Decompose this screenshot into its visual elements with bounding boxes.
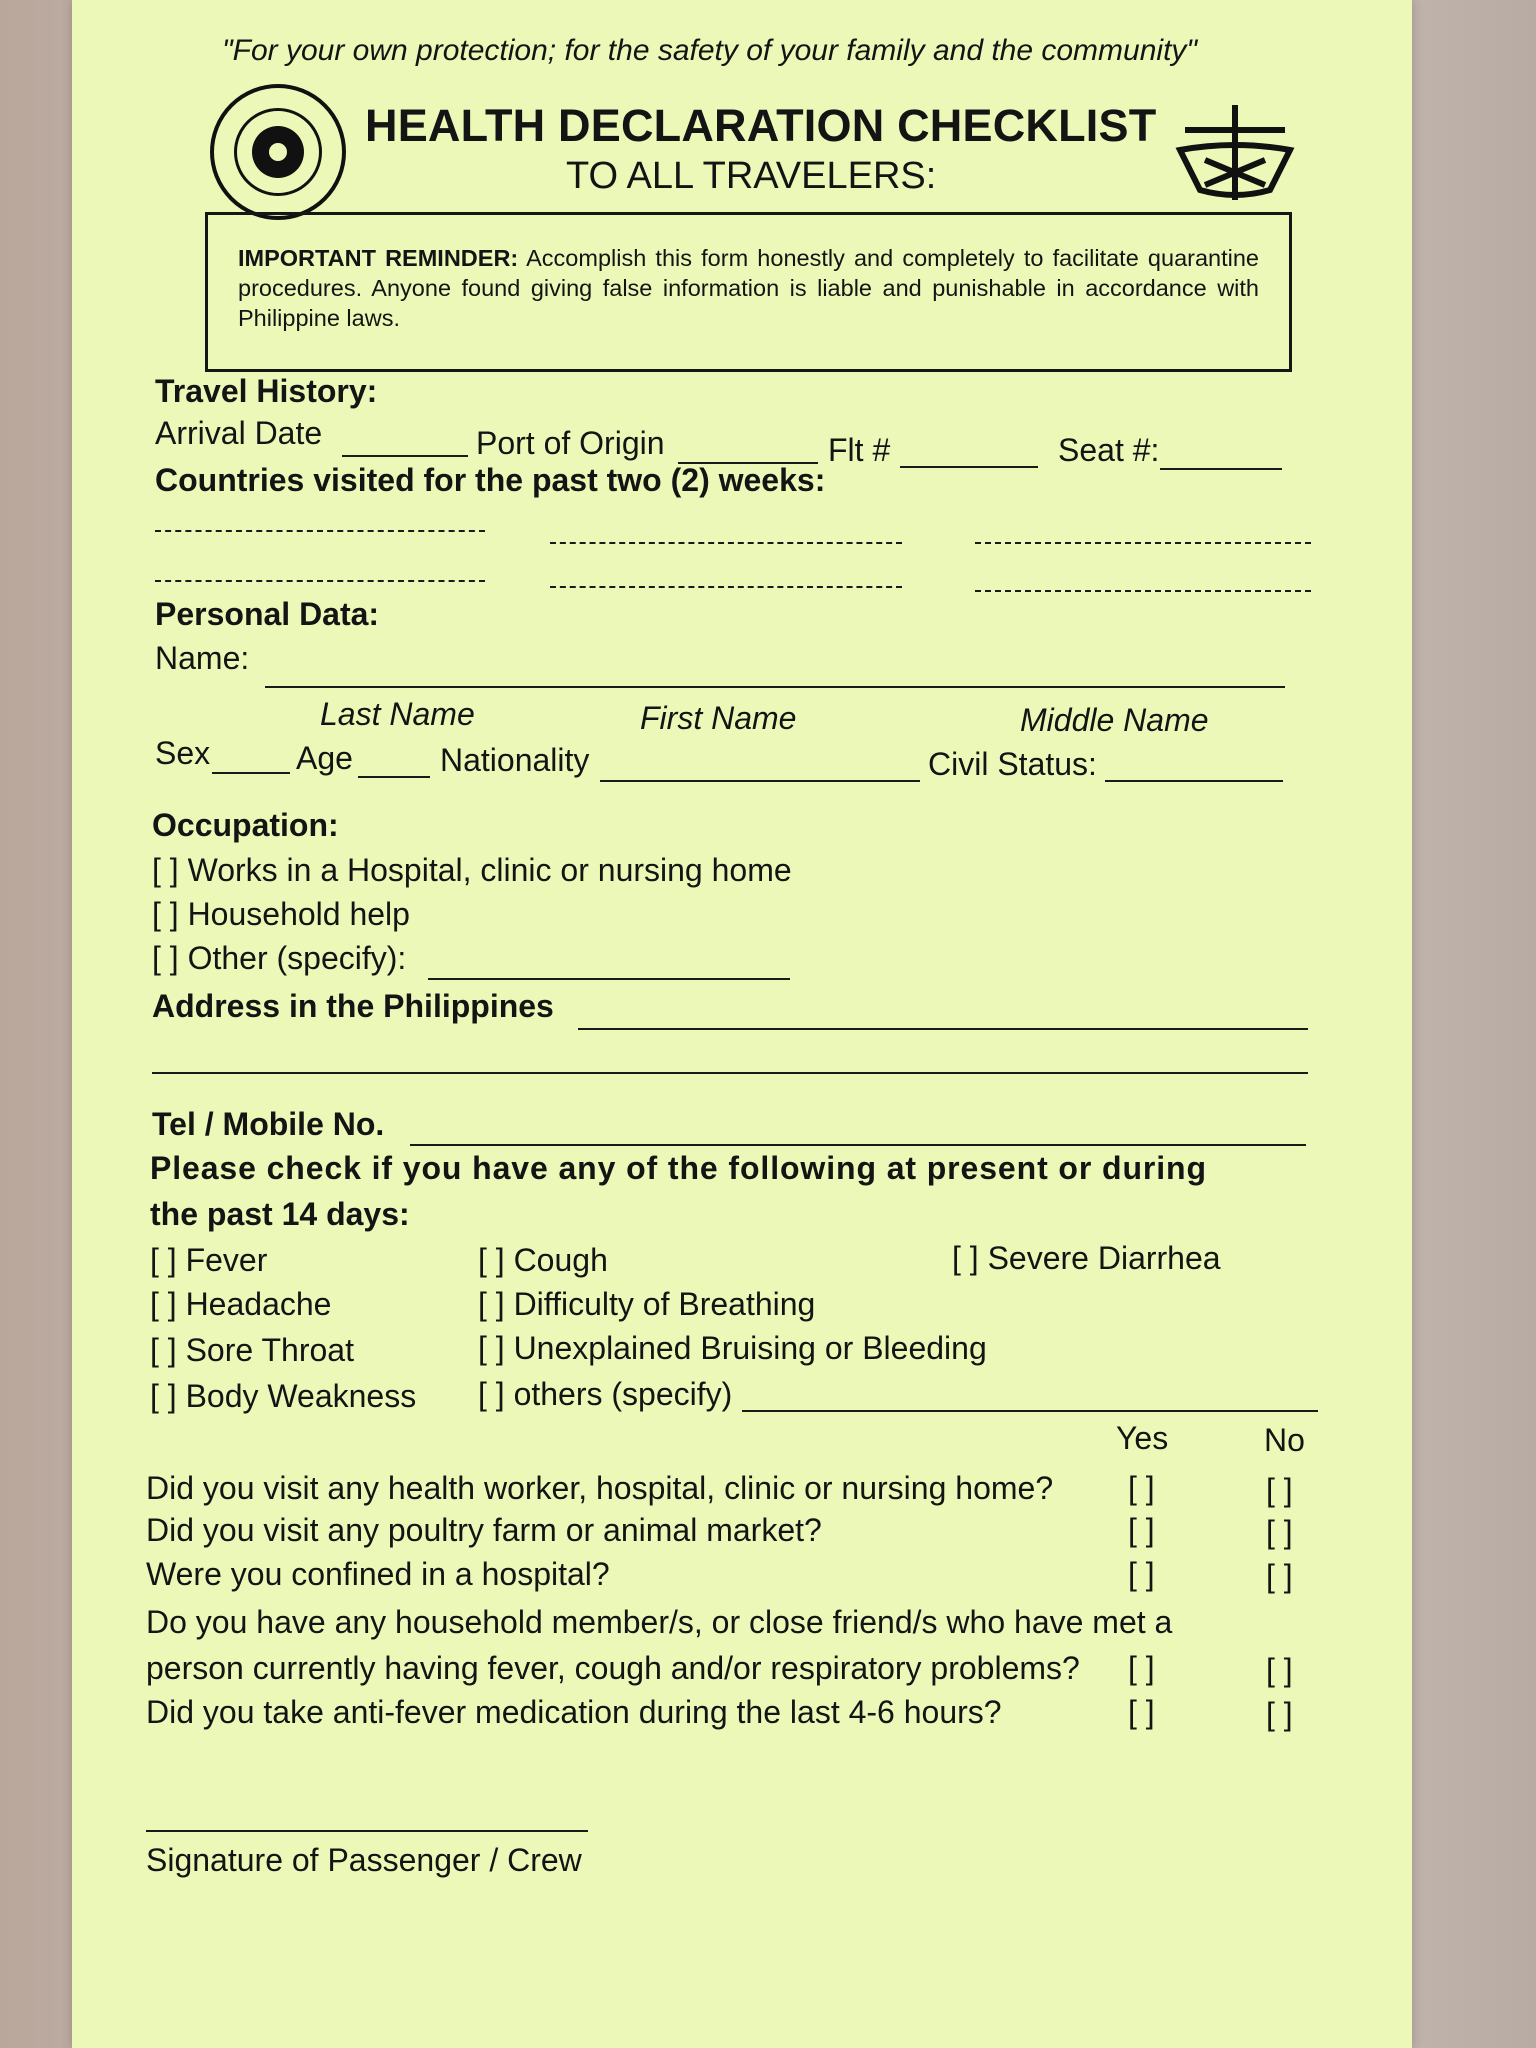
occupation-option[interactable]: [ ] Household help xyxy=(152,896,410,932)
age-field[interactable] xyxy=(358,776,430,778)
arrival-date-label: Arrival Date xyxy=(155,415,323,451)
travel-history-heading: Travel History: xyxy=(155,373,378,409)
occupation-option[interactable]: [ ] Other (specify): xyxy=(152,940,407,976)
address-label: Address in the Philippines xyxy=(152,988,554,1024)
question-text: person currently having fever, cough and/or respiratory problems? xyxy=(146,1650,1080,1686)
country-field-2[interactable] xyxy=(550,542,902,544)
countries-visited-heading: Countries visited for the past two (2) weeks: xyxy=(155,462,826,498)
signature-label: Signature of Passenger / Crew xyxy=(146,1842,582,1878)
important-reminder-box xyxy=(205,212,1292,372)
symptom-other-field[interactable] xyxy=(742,1410,1318,1412)
country-field-6[interactable] xyxy=(975,590,1311,592)
occupation-other-field[interactable] xyxy=(428,978,790,980)
symptom-checkbox[interactable]: [ ] Body Weakness xyxy=(150,1378,417,1414)
seal-logo xyxy=(210,84,346,220)
country-field-1[interactable] xyxy=(155,530,485,532)
name-label: Name: xyxy=(155,640,250,676)
phone-label: Tel / Mobile No. xyxy=(152,1106,385,1142)
no-checkbox[interactable]: [ ] xyxy=(1266,1514,1293,1550)
address-field-1[interactable] xyxy=(578,1028,1308,1030)
arrival-date-field[interactable] xyxy=(342,455,468,457)
symptom-checkbox[interactable]: [ ] Difficulty of Breathing xyxy=(478,1286,816,1322)
personal-data-heading: Personal Data: xyxy=(155,596,380,632)
form-title: HEALTH DECLARATION CHECKLIST xyxy=(365,100,1157,151)
reminder-label: IMPORTANT REMINDER: xyxy=(238,245,519,271)
symptom-checkbox[interactable]: [ ] Unexplained Bruising or Bleeding xyxy=(478,1330,987,1366)
flight-number-label: Flt # xyxy=(828,432,891,468)
sex-label: Sex xyxy=(155,735,211,771)
last-name-caption: Last Name xyxy=(320,696,475,732)
symptoms-prompt-line1: Please check if you have any of the following at present or during xyxy=(150,1150,1207,1186)
reminder-text: Accomplish this form honestly and completely to facilitate quarantine procedures. Anyone found giving false information is liable and punishable in accordance with Philippine laws. xyxy=(238,245,1259,331)
seat-number-field[interactable] xyxy=(1160,468,1282,470)
symptoms-prompt-line2: the past 14 days: xyxy=(150,1196,410,1232)
signature-field[interactable] xyxy=(146,1830,588,1832)
yes-checkbox[interactable]: [ ] xyxy=(1128,1650,1155,1686)
no-checkbox[interactable]: [ ] xyxy=(1266,1472,1293,1508)
nationality-label: Nationality xyxy=(440,742,590,778)
occupation-heading: Occupation: xyxy=(152,807,339,843)
question-text: Did you visit any poultry farm or animal market? xyxy=(146,1512,822,1548)
no-checkbox[interactable]: [ ] xyxy=(1266,1652,1293,1688)
phone-field[interactable] xyxy=(410,1144,1306,1146)
nationality-field[interactable] xyxy=(600,780,920,782)
yes-checkbox[interactable]: [ ] xyxy=(1128,1694,1155,1730)
name-field[interactable] xyxy=(265,686,1285,688)
flight-number-field[interactable] xyxy=(900,466,1038,468)
address-field-2[interactable] xyxy=(152,1072,1308,1074)
no-checkbox[interactable]: [ ] xyxy=(1266,1696,1293,1732)
symptom-checkbox[interactable]: [ ] Sore Throat xyxy=(150,1332,354,1368)
tagline: "For your own protection; for the safety of your family and the community" xyxy=(222,34,1198,67)
country-field-3[interactable] xyxy=(975,542,1311,544)
symptom-checkbox[interactable]: [ ] Headache xyxy=(150,1286,332,1322)
middle-name-caption: Middle Name xyxy=(1020,702,1209,738)
yes-checkbox[interactable]: [ ] xyxy=(1128,1556,1155,1592)
sex-field[interactable] xyxy=(212,772,290,774)
form-subtitle: TO ALL TRAVELERS: xyxy=(566,155,937,197)
yes-checkbox[interactable]: [ ] xyxy=(1128,1470,1155,1506)
occupation-option[interactable]: [ ] Works in a Hospital, clinic or nursing home xyxy=(152,852,792,888)
symptom-checkbox[interactable]: [ ] Cough xyxy=(478,1242,608,1278)
yes-checkbox[interactable]: [ ] xyxy=(1128,1512,1155,1548)
symptom-checkbox[interactable]: [ ] others (specify) xyxy=(478,1376,733,1412)
question-text: Did you take anti-fever medication during the last 4-6 hours? xyxy=(146,1694,1002,1730)
first-name-caption: First Name xyxy=(640,700,797,736)
no-checkbox[interactable]: [ ] xyxy=(1266,1558,1293,1594)
country-field-5[interactable] xyxy=(550,586,902,588)
question-text: Did you visit any health worker, hospital, clinic or nursing home? xyxy=(146,1470,1054,1506)
no-column-header: No xyxy=(1264,1422,1305,1458)
port-of-origin-label: Port of Origin xyxy=(476,425,665,461)
country-field-4[interactable] xyxy=(155,580,485,582)
age-label: Age xyxy=(296,740,353,776)
symptom-checkbox[interactable]: [ ] Fever xyxy=(150,1242,268,1278)
symptom-checkbox[interactable]: [ ] Severe Diarrhea xyxy=(952,1240,1221,1276)
question-text: Were you confined in a hospital? xyxy=(146,1556,610,1592)
civil-status-label: Civil Status: xyxy=(928,746,1097,782)
civil-status-field[interactable] xyxy=(1105,780,1283,782)
ship-wheel-emblem xyxy=(1170,100,1300,210)
question-text: Do you have any household member/s, or close friend/s who have met a xyxy=(146,1604,1173,1640)
seat-number-label: Seat #: xyxy=(1058,432,1160,468)
yes-column-header: Yes xyxy=(1116,1420,1169,1456)
